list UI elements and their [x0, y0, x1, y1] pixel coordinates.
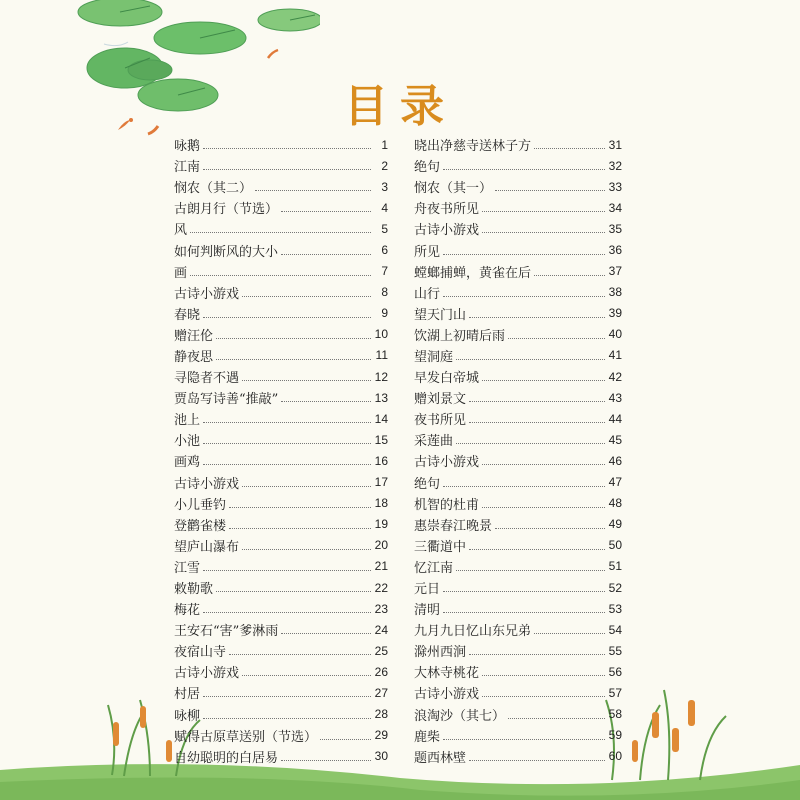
- dot-leader: [242, 675, 371, 676]
- toc-entry-title: 贾岛写诗善“推敲”: [174, 392, 279, 408]
- dot-leader: [456, 570, 605, 571]
- toc-entry-title: 池上: [174, 413, 201, 429]
- toc-entry[interactable]: [174, 535, 388, 556]
- toc-entry[interactable]: [174, 682, 388, 703]
- toc-entry-title: 采莲曲: [414, 434, 454, 450]
- dot-leader: [203, 696, 371, 697]
- toc-entry-title: 绝句: [414, 476, 441, 492]
- dot-leader: [203, 422, 371, 423]
- toc-entry-page: 53: [608, 601, 622, 616]
- toc-entry[interactable]: [174, 725, 388, 746]
- dot-leader: [482, 380, 605, 381]
- toc-entry-title: 静夜思: [174, 349, 214, 365]
- toc-entry-title: 小儿垂钓: [174, 497, 227, 513]
- dot-leader: [255, 190, 371, 191]
- toc-entry[interactable]: [414, 661, 622, 682]
- dot-leader: [469, 654, 605, 655]
- toc-entry-title: 咏柳: [174, 708, 201, 724]
- dot-leader: [203, 464, 371, 465]
- dot-leader: [495, 528, 605, 529]
- toc-entry[interactable]: [174, 493, 388, 514]
- toc-entry-title: 画: [174, 265, 188, 281]
- toc-entry-page: 49: [608, 517, 622, 532]
- dot-leader: [203, 612, 371, 613]
- toc-entry-page: 9: [381, 306, 388, 321]
- dot-leader: [456, 443, 605, 444]
- dot-leader: [203, 718, 371, 719]
- dot-leader: [443, 169, 605, 170]
- toc-entry-title: 赠汪伦: [174, 328, 214, 344]
- toc-entry[interactable]: [414, 408, 622, 429]
- toc-entry[interactable]: [414, 725, 622, 746]
- toc-entry-title: 咏鹅: [174, 139, 201, 155]
- toc-entry-page: 56: [608, 664, 622, 679]
- dot-leader: [190, 275, 371, 276]
- dot-leader: [443, 739, 605, 740]
- toc-entry-title: 村居: [174, 687, 201, 703]
- toc-entry[interactable]: [174, 197, 388, 218]
- toc-entry-title: 夜宿山寺: [174, 645, 227, 661]
- toc-entry[interactable]: [174, 704, 388, 725]
- toc-entry-page: 5: [381, 221, 388, 236]
- toc-entry[interactable]: [414, 450, 622, 471]
- toc-entry[interactable]: [174, 598, 388, 619]
- toc-entry-title: 元日: [414, 582, 441, 598]
- toc-entry-page: 36: [608, 243, 622, 258]
- toc-entry[interactable]: [174, 303, 388, 324]
- toc-entry-title: 古诗小游戏: [174, 286, 240, 302]
- toc-entry-page: 44: [608, 411, 622, 426]
- toc-entry-title: 春晓: [174, 307, 201, 323]
- dot-leader: [216, 359, 371, 360]
- toc-entry[interactable]: [174, 345, 388, 366]
- toc-entry[interactable]: [174, 746, 388, 767]
- toc-entry-title: 画鸡: [174, 455, 201, 471]
- dot-leader: [482, 211, 605, 212]
- toc-entry-page: 51: [608, 559, 622, 574]
- toc-entry[interactable]: [414, 619, 622, 640]
- toc-entry-title: 悯农（其一）: [414, 181, 493, 197]
- toc-entry-page: 18: [374, 496, 388, 511]
- dot-leader: [281, 633, 371, 634]
- toc-entry-page: 20: [374, 538, 388, 553]
- dot-leader: [469, 317, 605, 318]
- toc-entry-title: 饮湖上初晴后雨: [414, 328, 506, 344]
- toc-entry-title: 寻隐者不遇: [174, 371, 240, 387]
- toc-entry[interactable]: [414, 514, 622, 535]
- toc-entry-page: 1: [381, 137, 388, 152]
- toc-entry-title: 风: [174, 223, 188, 239]
- toc-entry[interactable]: [414, 134, 622, 155]
- toc-entry-title: 赋得古原草送别（节选）: [174, 729, 318, 745]
- dot-leader: [482, 507, 605, 508]
- toc-entry-page: 4: [381, 200, 388, 215]
- toc-entry-title: 忆江南: [414, 560, 454, 576]
- toc-entry[interactable]: [414, 429, 622, 450]
- toc-entry-page: 40: [608, 327, 622, 342]
- toc-entry-page: 21: [374, 559, 388, 574]
- toc-entry-title: 登鹳雀楼: [174, 518, 227, 534]
- dot-leader: [229, 528, 371, 529]
- toc-entry-title: 三衢道中: [414, 539, 467, 555]
- toc-entry[interactable]: [174, 472, 388, 493]
- toc-entry-page: 52: [608, 580, 622, 595]
- toc-entry[interactable]: [174, 282, 388, 303]
- toc-entry-page: 35: [608, 221, 622, 236]
- toc-entry-page: 42: [608, 369, 622, 384]
- toc-entry[interactable]: [414, 493, 622, 514]
- toc-entry[interactable]: [414, 282, 622, 303]
- dot-leader: [443, 296, 605, 297]
- toc-entry-title: 舟夜书所见: [414, 202, 480, 218]
- dot-leader: [203, 169, 371, 170]
- page-title: 目录: [344, 81, 456, 132]
- toc-entry-title: 自幼聪明的白居易: [174, 750, 279, 766]
- toc-entry-page: 2: [381, 158, 388, 173]
- dot-leader: [482, 696, 605, 697]
- toc-entry[interactable]: [414, 746, 622, 767]
- dot-leader: [190, 232, 371, 233]
- toc-entry-title: 望洞庭: [414, 349, 454, 365]
- dot-leader: [320, 739, 371, 740]
- toc-entry-title: 古诗小游戏: [174, 666, 240, 682]
- toc-entry[interactable]: [414, 261, 622, 282]
- toc-entry[interactable]: [414, 704, 622, 725]
- dot-leader: [469, 401, 605, 402]
- dot-leader: [495, 190, 605, 191]
- toc-entry-title: 古诗小游戏: [414, 687, 480, 703]
- toc-entry-page: 54: [608, 622, 622, 637]
- dot-leader: [508, 718, 605, 719]
- toc-entry-title: 清明: [414, 603, 441, 619]
- toc-entry[interactable]: [174, 134, 388, 155]
- toc-entry-title: 王安石“害”爹淋雨: [174, 624, 279, 640]
- toc-entry-page: 57: [608, 685, 622, 700]
- toc-entry-page: 7: [381, 264, 388, 279]
- dot-leader: [242, 486, 371, 487]
- toc-entry-page: 58: [608, 707, 622, 722]
- toc-entry[interactable]: [414, 345, 622, 366]
- toc-entry-title: 悯农（其二）: [174, 181, 253, 197]
- toc-entry-page: 26: [374, 664, 388, 679]
- toc-entry-title: 敕勒歌: [174, 582, 214, 598]
- toc-entry-title: 古诗小游戏: [414, 455, 480, 471]
- dot-leader: [216, 338, 371, 339]
- toc-entry-title: 九月九日忆山东兄弟: [414, 624, 532, 640]
- toc-entry[interactable]: [174, 514, 388, 535]
- toc-entry-title: 如何判断风的大小: [174, 244, 279, 260]
- toc-entry-title: 机智的杜甫: [414, 497, 480, 513]
- toc-entry-title: 浪淘沙（其七）: [414, 708, 506, 724]
- toc-entry-page: 25: [374, 643, 388, 658]
- toc-entry-page: 37: [608, 264, 622, 279]
- dot-leader: [443, 486, 605, 487]
- toc-entry-title: 题西林壁: [414, 750, 467, 766]
- toc-entry[interactable]: [414, 682, 622, 703]
- toc-entry-title: 望天门山: [414, 307, 467, 323]
- toc-entry-page: 6: [381, 243, 388, 258]
- toc-entry[interactable]: [414, 155, 622, 176]
- dot-leader: [508, 338, 605, 339]
- dot-leader: [281, 211, 371, 212]
- toc-entry-title: 江雪: [174, 560, 201, 576]
- toc-entry[interactable]: [174, 429, 388, 450]
- toc-entry-page: 15: [374, 432, 388, 447]
- toc-entry-page: 19: [374, 517, 388, 532]
- toc-entry[interactable]: [414, 324, 622, 345]
- toc-entry-page: 43: [608, 390, 622, 405]
- toc-entry[interactable]: [174, 176, 388, 197]
- dot-leader: [203, 570, 371, 571]
- toc-entry-page: 8: [381, 285, 388, 300]
- dot-leader: [469, 549, 605, 550]
- toc-entry[interactable]: [174, 661, 388, 682]
- toc-entry[interactable]: [174, 261, 388, 282]
- toc-entry[interactable]: [414, 197, 622, 218]
- toc-entry-page: 10: [374, 327, 388, 342]
- toc-entry[interactable]: [174, 155, 388, 176]
- toc-entry-title: 赠刘景文: [414, 392, 467, 408]
- toc-entry[interactable]: [414, 640, 622, 661]
- dot-leader: [242, 380, 371, 381]
- toc-entry-page: 60: [608, 749, 622, 764]
- toc-entry-page: 12: [374, 369, 388, 384]
- toc-entry[interactable]: [174, 239, 388, 260]
- toc-entry-page: 59: [608, 728, 622, 743]
- toc-entry-title: 晓出净慈寺送林子方: [414, 139, 532, 155]
- dot-leader: [242, 296, 371, 297]
- toc-entry[interactable]: [174, 387, 388, 408]
- toc-entry-title: 早发白帝城: [414, 371, 480, 387]
- toc-entry-page: 38: [608, 285, 622, 300]
- toc-entry-page: 45: [608, 432, 622, 447]
- toc-entry-page: 32: [608, 158, 622, 173]
- dot-leader: [242, 549, 371, 550]
- toc-entry-page: 30: [374, 749, 388, 764]
- dot-leader: [281, 401, 371, 402]
- toc-entry-page: 23: [374, 601, 388, 616]
- dot-leader: [534, 275, 605, 276]
- toc-entry-title: 望庐山瀑布: [174, 539, 240, 555]
- toc-entry[interactable]: [174, 366, 388, 387]
- toc-entry-title: 绝句: [414, 160, 441, 176]
- dot-leader: [281, 760, 371, 761]
- toc-entry-page: 31: [608, 137, 622, 152]
- toc-entry-title: 小池: [174, 434, 201, 450]
- dot-leader: [482, 232, 605, 233]
- toc-entry-page: 16: [374, 453, 388, 468]
- toc-entry[interactable]: [174, 577, 388, 598]
- toc-entry-title: 所见: [414, 244, 441, 260]
- toc-entry-page: 24: [374, 622, 388, 637]
- toc-entry[interactable]: [174, 556, 388, 577]
- toc-entry-title: 山行: [414, 286, 441, 302]
- toc-entry[interactable]: [174, 450, 388, 471]
- toc-entry[interactable]: [414, 387, 622, 408]
- toc-entry-page: 3: [381, 179, 388, 194]
- toc-entry-title: 夜书所见: [414, 413, 467, 429]
- toc-entry-title: 古朗月行（节选）: [174, 202, 279, 218]
- toc-entry[interactable]: [414, 472, 622, 493]
- toc-entry[interactable]: [414, 218, 622, 239]
- dot-leader: [469, 760, 605, 761]
- toc-entry-title: 江南: [174, 160, 201, 176]
- toc-entry-page: 39: [608, 306, 622, 321]
- toc-entry[interactable]: [174, 218, 388, 239]
- toc-entry[interactable]: [414, 366, 622, 387]
- toc-entry-page: 27: [374, 685, 388, 700]
- toc-entry-page: 34: [608, 200, 622, 215]
- dot-leader: [469, 422, 605, 423]
- toc-entry-page: 28: [374, 707, 388, 722]
- toc-entry-title: 滁州西涧: [414, 645, 467, 661]
- toc-entry-title: 大林寺桃花: [414, 666, 480, 682]
- toc-entry[interactable]: [174, 640, 388, 661]
- toc-entry-page: 22: [374, 580, 388, 595]
- dot-leader: [216, 591, 371, 592]
- toc-entry-page: 13: [374, 390, 388, 405]
- dot-leader: [203, 443, 371, 444]
- toc-entry-title: 螳螂捕蝉，黄雀在后: [414, 265, 532, 281]
- dot-leader: [229, 654, 371, 655]
- toc-entry-title: 古诗小游戏: [414, 223, 480, 239]
- toc-entry[interactable]: [414, 598, 622, 619]
- toc-entry[interactable]: [174, 324, 388, 345]
- toc-entry[interactable]: [414, 239, 622, 260]
- toc-entry-title: 古诗小游戏: [174, 476, 240, 492]
- dot-leader: [482, 464, 605, 465]
- dot-leader: [203, 148, 371, 149]
- toc-entry-page: 47: [608, 475, 622, 490]
- toc-entry-page: 11: [375, 348, 388, 363]
- toc-entry-title: 梅花: [174, 603, 201, 619]
- dot-leader: [534, 633, 605, 634]
- toc-entry-page: 14: [374, 411, 388, 426]
- dot-leader: [456, 359, 605, 360]
- toc-entry-page: 33: [608, 179, 622, 194]
- toc-entry[interactable]: [414, 556, 622, 577]
- toc-entry-page: 46: [608, 453, 622, 468]
- toc-entry-title: 鹿柴: [414, 729, 441, 745]
- dot-leader: [281, 254, 371, 255]
- toc-entry[interactable]: [414, 577, 622, 598]
- dot-leader: [443, 254, 605, 255]
- dot-leader: [443, 591, 605, 592]
- toc-column-left: [174, 134, 388, 767]
- dot-leader: [534, 148, 605, 149]
- toc-entry-page: 50: [608, 538, 622, 553]
- toc-entry-page: 29: [374, 728, 388, 743]
- toc-entry[interactable]: [174, 408, 388, 429]
- toc-entry-page: 48: [608, 496, 622, 511]
- toc-entry[interactable]: [414, 303, 622, 324]
- dot-leader: [443, 612, 605, 613]
- toc-entry-page: 41: [608, 348, 622, 363]
- toc-entry[interactable]: [414, 535, 622, 556]
- dot-leader: [203, 317, 371, 318]
- toc-entry[interactable]: [414, 176, 622, 197]
- toc-entry-page: 55: [608, 643, 622, 658]
- toc-column-right: [414, 134, 622, 767]
- toc-entry-title: 惠崇春江晚景: [414, 518, 493, 534]
- toc-entry[interactable]: [174, 619, 388, 640]
- dot-leader: [229, 507, 371, 508]
- toc-entry-page: 17: [374, 475, 388, 490]
- dot-leader: [482, 675, 605, 676]
